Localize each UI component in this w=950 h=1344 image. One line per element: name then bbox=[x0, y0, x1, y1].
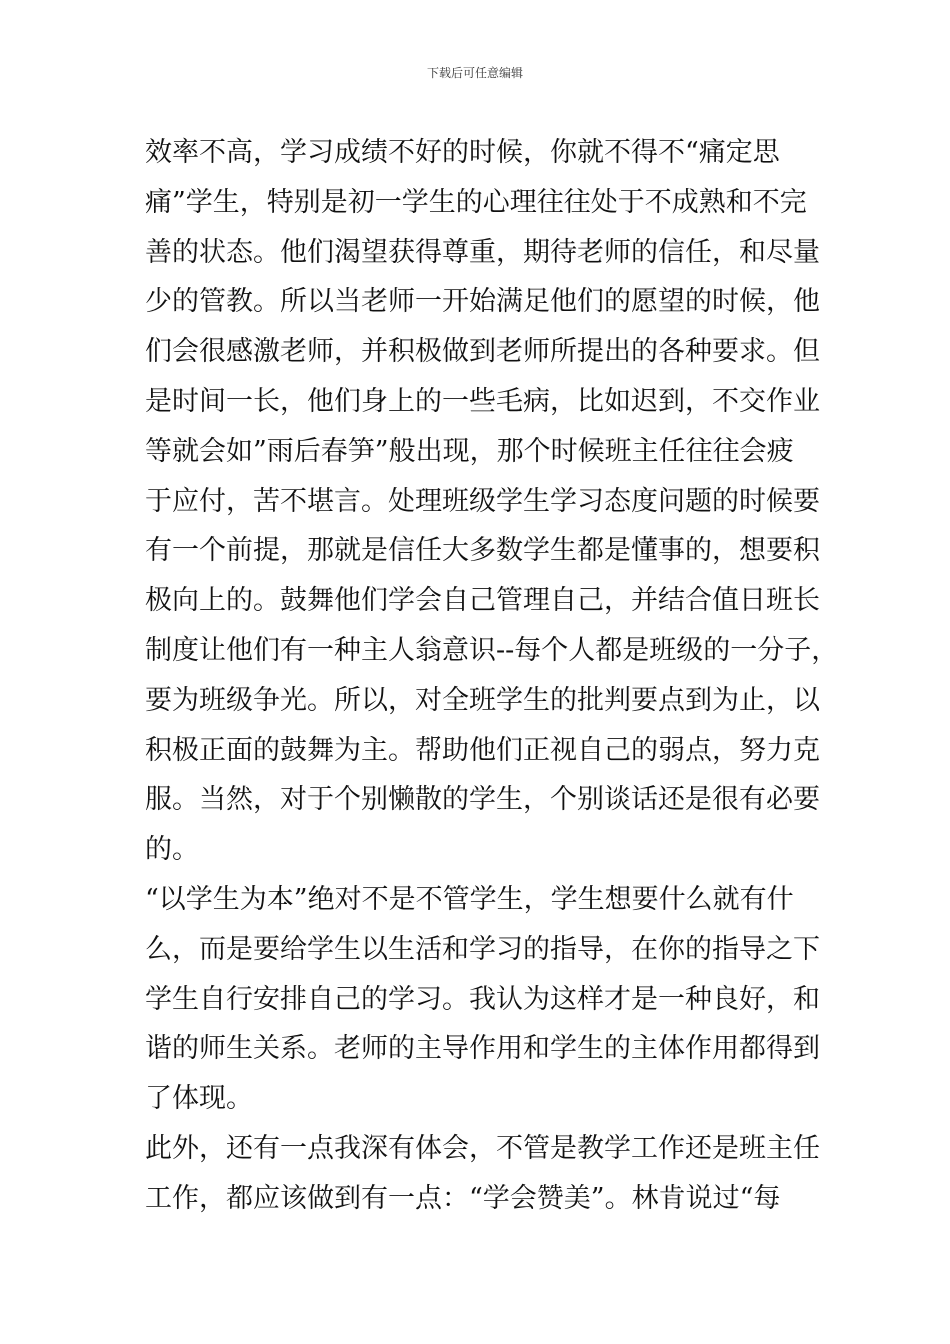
text-line: 于应付，苦不堪言。处理班级学生学习态度问题的时候要 bbox=[145, 485, 820, 517]
text-line: 工作，都应该做到有一点：“学会赞美”。林肯说过“每 bbox=[145, 1182, 781, 1214]
text-line: 的。 bbox=[145, 834, 199, 866]
text-line: 痛”学生，特别是初一学生的心理往往处于不成熟和不完 bbox=[145, 186, 807, 218]
text-line: 了体现。 bbox=[145, 1083, 253, 1115]
text-line: 此外，还有一点我深有体会，不管是教学工作还是班主任 bbox=[145, 1132, 820, 1164]
text-line: 是时间一长，他们身上的一些毛病，比如迟到，不交作业 bbox=[145, 385, 820, 417]
text-line: 有一个前提，那就是信任大多数学生都是懂事的，想要积 bbox=[145, 535, 820, 567]
text-line: 积极正面的鼓舞为主。帮助他们正视自己的弱点，努力克 bbox=[145, 734, 820, 766]
text-line: 极向上的。鼓舞他们学会自己管理自己，并结合值日班长 bbox=[145, 585, 820, 617]
text-line: 们会很感激老师，并积极做到老师所提出的各种要求。但 bbox=[145, 336, 820, 368]
text-line: 少的管教。所以当老师一开始满足他们的愿望的时候，他 bbox=[145, 286, 820, 318]
text-line: 谐的师生关系。老师的主导作用和学生的主体作用都得到 bbox=[145, 1033, 820, 1065]
text-line: 效率不高，学习成绩不好的时候，你就不得不“痛定思 bbox=[145, 137, 780, 168]
text-line: 要为班级争光。所以，对全班学生的批判要点到为止，以 bbox=[145, 684, 820, 716]
text-line: 学生自行安排自己的学习。我认为这样才是一种良好，和 bbox=[145, 983, 820, 1015]
document-body bbox=[145, 128, 839, 1224]
text-line: 服。当然，对于个别懒散的学生，个别谈话还是很有必要 bbox=[145, 784, 820, 816]
page-header: 下载后可任意编辑 bbox=[426, 66, 523, 80]
text-line: 等就会如”雨后春笋”般出现，那个时候班主任往往会疲 bbox=[145, 435, 794, 467]
text-line: 么，而是要给学生以生活和学习的指导，在你的指导之下 bbox=[145, 933, 820, 965]
text-line: “以学生为本”绝对不是不管学生，学生想要什么就有什 bbox=[145, 883, 794, 915]
text-line: 制度让他们有一种主人翁意识--每个人都是班级的一分子， bbox=[145, 634, 839, 666]
text-line: 善的状态。他们渴望获得尊重，期待老师的信任，和尽量 bbox=[145, 236, 820, 268]
